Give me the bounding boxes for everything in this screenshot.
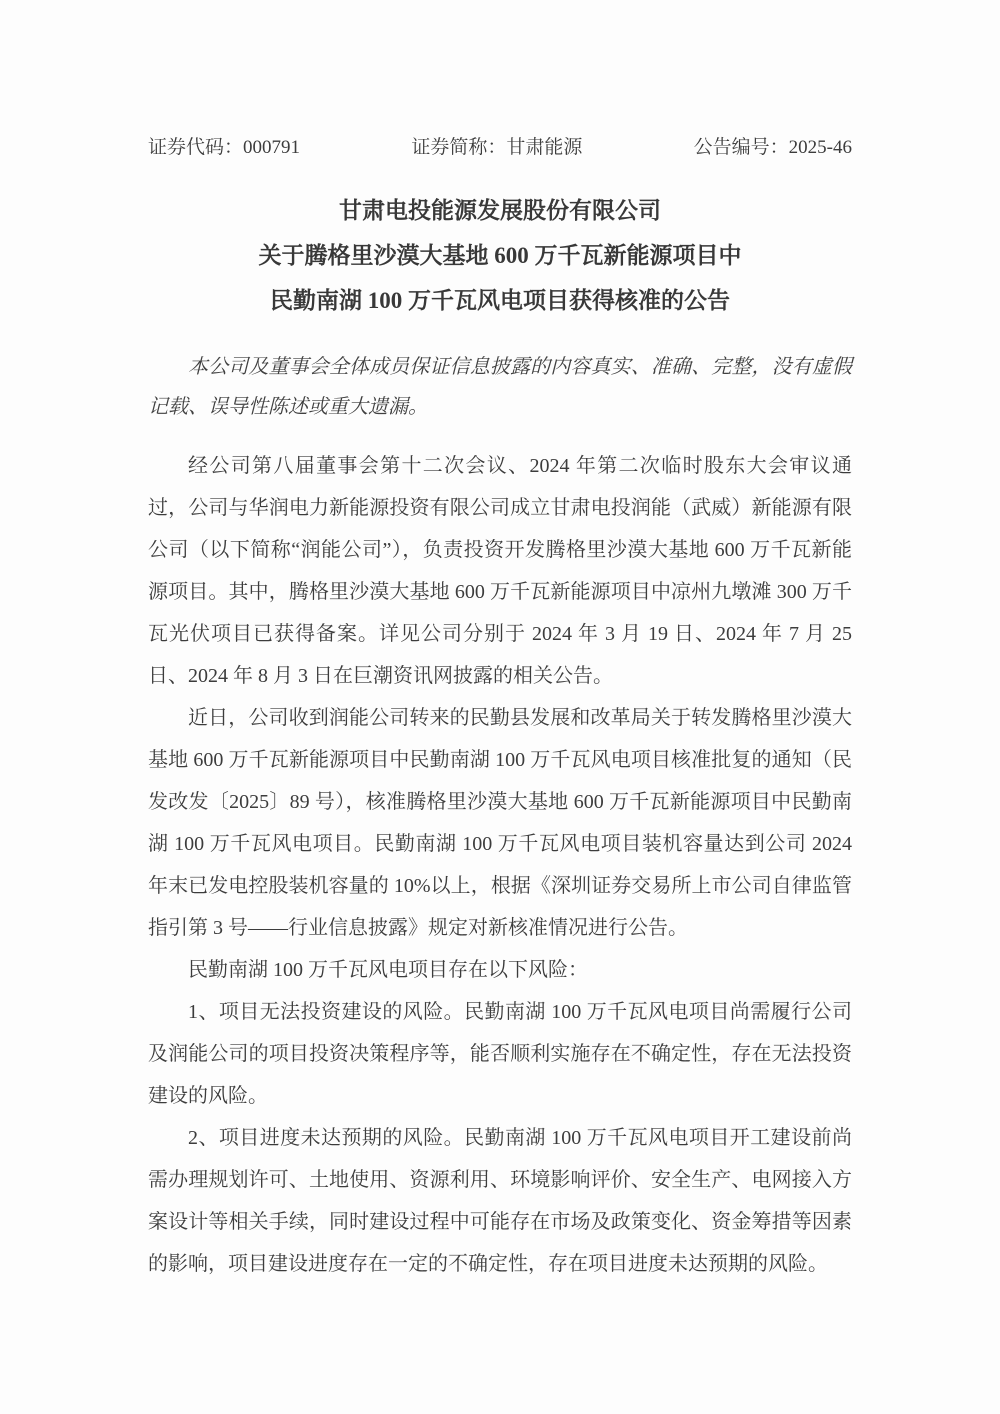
title-line-approval: 民勤南湖 100 万千瓦风电项目获得核准的公告	[270, 288, 730, 313]
paragraph-risk-1: 1、项目无法投资建设的风险。民勤南湖 100 万千瓦风电项目尚需履行公司及润能公司的项目投资决策程序等，能否顺利实施存在不确定性，存在无法投资建设的风险。	[148, 1001, 852, 1107]
title-line-company: 甘肃电投能源发展股份有限公司	[339, 198, 661, 223]
paragraph-risk-intro: 民勤南湖 100 万千瓦风电项目存在以下风险：	[188, 959, 588, 981]
document-body	[148, 445, 852, 1285]
paragraph-approval-notice: 近日，公司收到润能公司转来的民勤县发展和改革局关于转发腾格里沙漠大基地 600 万千瓦新能源项目中民勤南湖 100 万千瓦风电项目核准批复的通知（民发改发〔2025〕89 号），核准腾格里沙漠大基地 600 万千瓦新能源项目中民勤南湖 100 万千瓦风电项目。民勤南湖 100 万千瓦风电项目装机容量达到公司 2024 年末已发电控股装机容量的 10%以上，根据《深圳证券交易所上市公司自律监管指引第 3 号——行业信息披露》规定对新核准情况进行公告。	[148, 707, 852, 939]
doc-header	[148, 136, 852, 160]
title-line-project: 关于腾格里沙漠大基地 600 万千瓦新能源项目中	[258, 243, 742, 268]
paragraph-risk-2: 2、项目进度未达预期的风险。民勤南湖 100 万千瓦风电项目开工建设前尚需办理规划许可、土地使用、资源利用、环境影响评价、安全生产、电网接入方案设计等相关手续，同时建设过程中可能存在市场及政策变化、资金筹措等因素的影响，项目建设进度存在一定的不确定性，存在项目进度未达预期的风险。	[148, 1127, 852, 1275]
stock-code: 证券代码：000791	[148, 137, 301, 158]
disclaimer-statement: 本公司及董事会全体成员保证信息披露的内容真实、准确、完整，没有虚假记载、误导性陈述或重大遗漏。	[148, 356, 852, 418]
document-title	[148, 188, 852, 323]
stock-short-name: 证券简称：甘肃能源	[411, 137, 583, 158]
paragraph-board-approval: 经公司第八届董事会第十二次会议、2024 年第二次临时股东大会审议通过，公司与华润电力新能源投资有限公司成立甘肃电投润能（武威）新能源有限公司（以下简称“润能公司”），负责投资开发腾格里沙漠大基地 600 万千瓦新能源项目。其中，腾格里沙漠大基地 600 万千瓦新能源项目中凉州九墩滩 300 万千瓦光伏项目已获得备案。详见公司分别于 2024 年 3 月 19 日、2024 年 7 月 25 日、2024 年 8 月 3 日在巨潮资讯网披露的相关公告。	[148, 455, 852, 687]
announcement-number: 公告编号：2025-46	[693, 137, 852, 158]
